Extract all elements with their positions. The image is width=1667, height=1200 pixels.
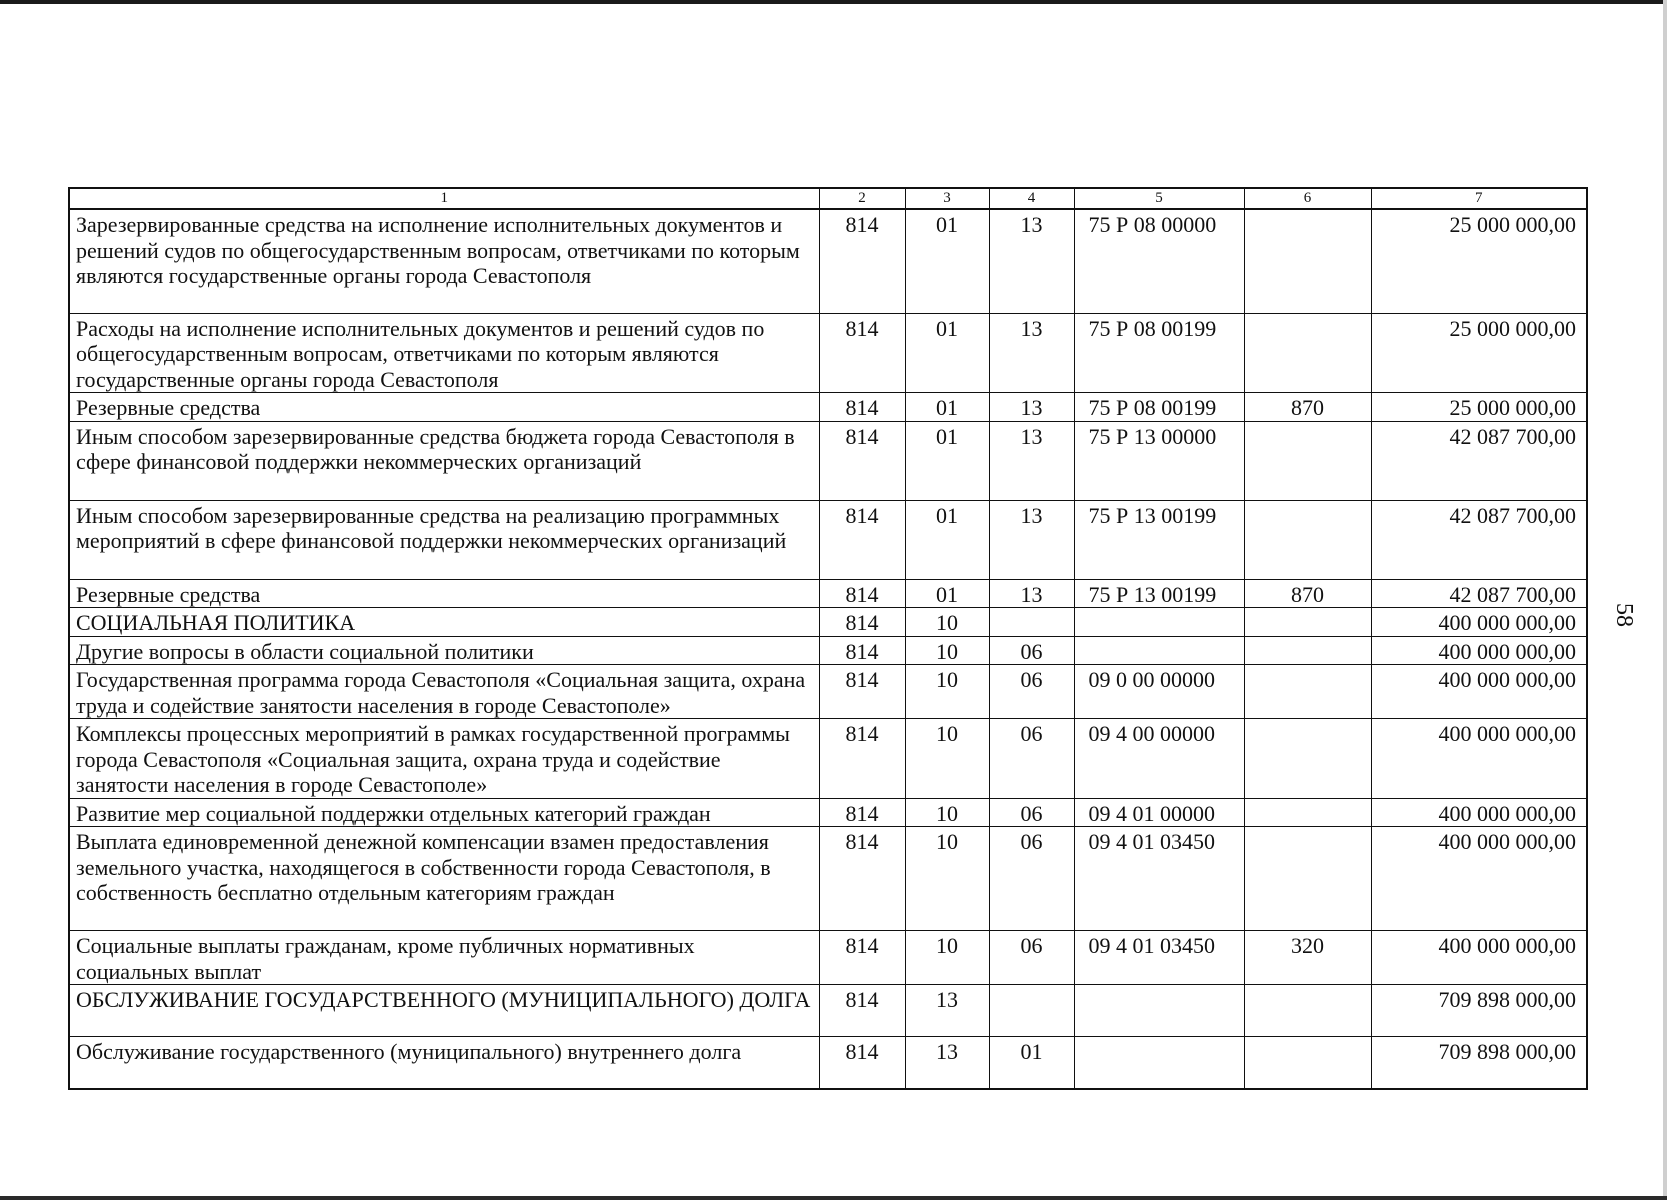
row-target-article-cell: 75 Р 13 00000	[1074, 421, 1244, 500]
row-target-article-cell: 09 4 01 03450	[1074, 931, 1244, 985]
row-expense-type-cell	[1244, 827, 1371, 931]
header-col-7: 7	[1371, 188, 1587, 209]
row-name-cell: ОБСЛУЖИВАНИЕ ГОСУДАРСТВЕННОГО (МУНИЦИПАЛЬНОГО) ДОЛГА	[69, 985, 819, 1037]
row-subsection-cell: 06	[989, 636, 1074, 665]
row-section-cell: 01	[905, 500, 989, 579]
header-col-2: 2	[819, 188, 905, 209]
row-subsection-cell: 13	[989, 209, 1074, 313]
row-subsection-cell: 06	[989, 798, 1074, 827]
row-expense-type-cell	[1244, 500, 1371, 579]
row-subsection-cell: 06	[989, 665, 1074, 719]
row-grbs-cell: 814	[819, 931, 905, 985]
row-name-cell: Иным способом зарезервированные средства бюджета города Севастополя в сфере финансовой поддержки некоммерческих организаций	[69, 421, 819, 500]
table-row	[69, 798, 1587, 827]
row-name-cell: Развитие мер социальной поддержки отдельных категорий граждан	[69, 798, 819, 827]
row-subsection-cell: 01	[989, 1037, 1074, 1089]
table-row	[69, 393, 1587, 422]
row-name-cell: СОЦИАЛЬНАЯ ПОЛИТИКА	[69, 608, 819, 637]
row-expense-type-cell	[1244, 985, 1371, 1037]
row-grbs-cell: 814	[819, 313, 905, 393]
row-expense-type-cell	[1244, 313, 1371, 393]
budget-table	[68, 187, 1588, 1090]
table-row	[69, 719, 1587, 799]
row-expense-type-cell	[1244, 608, 1371, 637]
row-expense-type-cell	[1244, 636, 1371, 665]
header-row	[69, 188, 1587, 209]
row-section-cell: 10	[905, 827, 989, 931]
row-expense-type-cell	[1244, 421, 1371, 500]
row-expense-type-cell: 870	[1244, 579, 1371, 608]
header-col-1: 1	[69, 188, 819, 209]
scan-edge-right	[1663, 0, 1667, 1200]
row-subsection-cell: 13	[989, 393, 1074, 422]
row-grbs-cell: 814	[819, 1037, 905, 1089]
row-section-cell: 01	[905, 579, 989, 608]
table-row	[69, 931, 1587, 985]
row-section-cell: 01	[905, 421, 989, 500]
row-target-article-cell: 75 Р 08 00000	[1074, 209, 1244, 313]
row-grbs-cell: 814	[819, 500, 905, 579]
row-subsection-cell: 06	[989, 719, 1074, 799]
row-subsection-cell: 06	[989, 931, 1074, 985]
row-subsection-cell: 13	[989, 500, 1074, 579]
row-amount-cell: 42 087 700,00	[1371, 579, 1587, 608]
row-amount-cell: 400 000 000,00	[1371, 608, 1587, 637]
row-grbs-cell: 814	[819, 393, 905, 422]
table-row	[69, 209, 1587, 313]
table-header	[69, 188, 1587, 209]
row-name-cell: Резервные средства	[69, 579, 819, 608]
row-grbs-cell: 814	[819, 209, 905, 313]
row-grbs-cell: 814	[819, 608, 905, 637]
row-name-cell: Социальные выплаты гражданам, кроме публичных нормативных социальных выплат	[69, 931, 819, 985]
scan-edge-top	[0, 0, 1667, 4]
row-amount-cell: 400 000 000,00	[1371, 798, 1587, 827]
row-target-article-cell: 09 4 00 00000	[1074, 719, 1244, 799]
table-row	[69, 985, 1587, 1037]
row-amount-cell: 400 000 000,00	[1371, 827, 1587, 931]
scan-edge-bottom	[0, 1196, 1667, 1200]
row-section-cell: 01	[905, 209, 989, 313]
row-target-article-cell	[1074, 636, 1244, 665]
row-target-article-cell: 75 Р 13 00199	[1074, 500, 1244, 579]
row-subsection-cell	[989, 985, 1074, 1037]
row-expense-type-cell	[1244, 209, 1371, 313]
row-amount-cell: 709 898 000,00	[1371, 1037, 1587, 1089]
row-name-cell: Выплата единовременной денежной компенсации взамен предоставления земельного участка, находящегося в собственности города Севастополя, в собственность бесплатно отдельным категориям граждан	[69, 827, 819, 931]
row-expense-type-cell	[1244, 798, 1371, 827]
table-row	[69, 500, 1587, 579]
header-col-4: 4	[989, 188, 1074, 209]
row-section-cell: 01	[905, 313, 989, 393]
row-amount-cell: 25 000 000,00	[1371, 393, 1587, 422]
header-col-3: 3	[905, 188, 989, 209]
table-row	[69, 1037, 1587, 1089]
row-target-article-cell: 09 0 00 00000	[1074, 665, 1244, 719]
row-section-cell: 10	[905, 665, 989, 719]
row-section-cell: 01	[905, 393, 989, 422]
row-name-cell: Комплексы процессных мероприятий в рамках государственной программы города Севастополя «Социальная защита, охрана труда и содействие занятости населения в городе Севастополе»	[69, 719, 819, 799]
row-section-cell: 10	[905, 719, 989, 799]
row-section-cell: 10	[905, 636, 989, 665]
row-amount-cell: 42 087 700,00	[1371, 500, 1587, 579]
row-amount-cell: 400 000 000,00	[1371, 931, 1587, 985]
row-target-article-cell: 09 4 01 00000	[1074, 798, 1244, 827]
row-name-cell: Резервные средства	[69, 393, 819, 422]
table-row	[69, 313, 1587, 393]
row-amount-cell: 709 898 000,00	[1371, 985, 1587, 1037]
row-amount-cell: 25 000 000,00	[1371, 209, 1587, 313]
row-grbs-cell: 814	[819, 421, 905, 500]
row-grbs-cell: 814	[819, 719, 905, 799]
row-grbs-cell: 814	[819, 827, 905, 931]
row-grbs-cell: 814	[819, 798, 905, 827]
row-grbs-cell: 814	[819, 665, 905, 719]
row-subsection-cell	[989, 608, 1074, 637]
table-row	[69, 579, 1587, 608]
row-expense-type-cell	[1244, 1037, 1371, 1089]
row-amount-cell: 400 000 000,00	[1371, 636, 1587, 665]
row-target-article-cell	[1074, 985, 1244, 1037]
row-name-cell: Обслуживание государственного (муниципального) внутреннего долга	[69, 1037, 819, 1089]
row-grbs-cell: 814	[819, 636, 905, 665]
row-amount-cell: 25 000 000,00	[1371, 313, 1587, 393]
table-row	[69, 665, 1587, 719]
row-name-cell: Другие вопросы в области социальной политики	[69, 636, 819, 665]
row-amount-cell: 400 000 000,00	[1371, 719, 1587, 799]
row-target-article-cell: 09 4 01 03450	[1074, 827, 1244, 931]
row-expense-type-cell	[1244, 665, 1371, 719]
row-expense-type-cell	[1244, 719, 1371, 799]
table-row	[69, 827, 1587, 931]
row-grbs-cell: 814	[819, 579, 905, 608]
row-section-cell: 13	[905, 1037, 989, 1089]
page-number: 58	[1611, 603, 1637, 627]
table-body	[69, 209, 1587, 1089]
row-expense-type-cell: 870	[1244, 393, 1371, 422]
row-section-cell: 10	[905, 608, 989, 637]
row-subsection-cell: 13	[989, 421, 1074, 500]
row-name-cell: Зарезервированные средства на исполнение исполнительных документов и решений судов по общегосударственным вопросам, ответчиками по которым являются государственные органы города Севастополя	[69, 209, 819, 313]
row-target-article-cell	[1074, 608, 1244, 637]
row-subsection-cell: 13	[989, 313, 1074, 393]
row-section-cell: 10	[905, 798, 989, 827]
row-name-cell: Государственная программа города Севастополя «Социальная защита, охрана труда и содействие занятости населения в городе Севастополе»	[69, 665, 819, 719]
row-name-cell: Иным способом зарезервированные средства на реализацию программных мероприятий в сфере финансовой поддержки некоммерческих организаций	[69, 500, 819, 579]
header-col-5: 5	[1074, 188, 1244, 209]
row-amount-cell: 400 000 000,00	[1371, 665, 1587, 719]
table-row	[69, 608, 1587, 637]
table-row	[69, 636, 1587, 665]
row-amount-cell: 42 087 700,00	[1371, 421, 1587, 500]
row-expense-type-cell: 320	[1244, 931, 1371, 985]
row-grbs-cell: 814	[819, 985, 905, 1037]
row-section-cell: 13	[905, 985, 989, 1037]
header-col-6: 6	[1244, 188, 1371, 209]
row-target-article-cell	[1074, 1037, 1244, 1089]
row-subsection-cell: 13	[989, 579, 1074, 608]
row-target-article-cell: 75 Р 08 00199	[1074, 313, 1244, 393]
row-target-article-cell: 75 Р 13 00199	[1074, 579, 1244, 608]
row-subsection-cell: 06	[989, 827, 1074, 931]
row-target-article-cell: 75 Р 08 00199	[1074, 393, 1244, 422]
row-name-cell: Расходы на исполнение исполнительных документов и решений судов по общегосударственным вопросам, ответчиками по которым являются государственные органы города Севастополя	[69, 313, 819, 393]
table-row	[69, 421, 1587, 500]
row-section-cell: 10	[905, 931, 989, 985]
